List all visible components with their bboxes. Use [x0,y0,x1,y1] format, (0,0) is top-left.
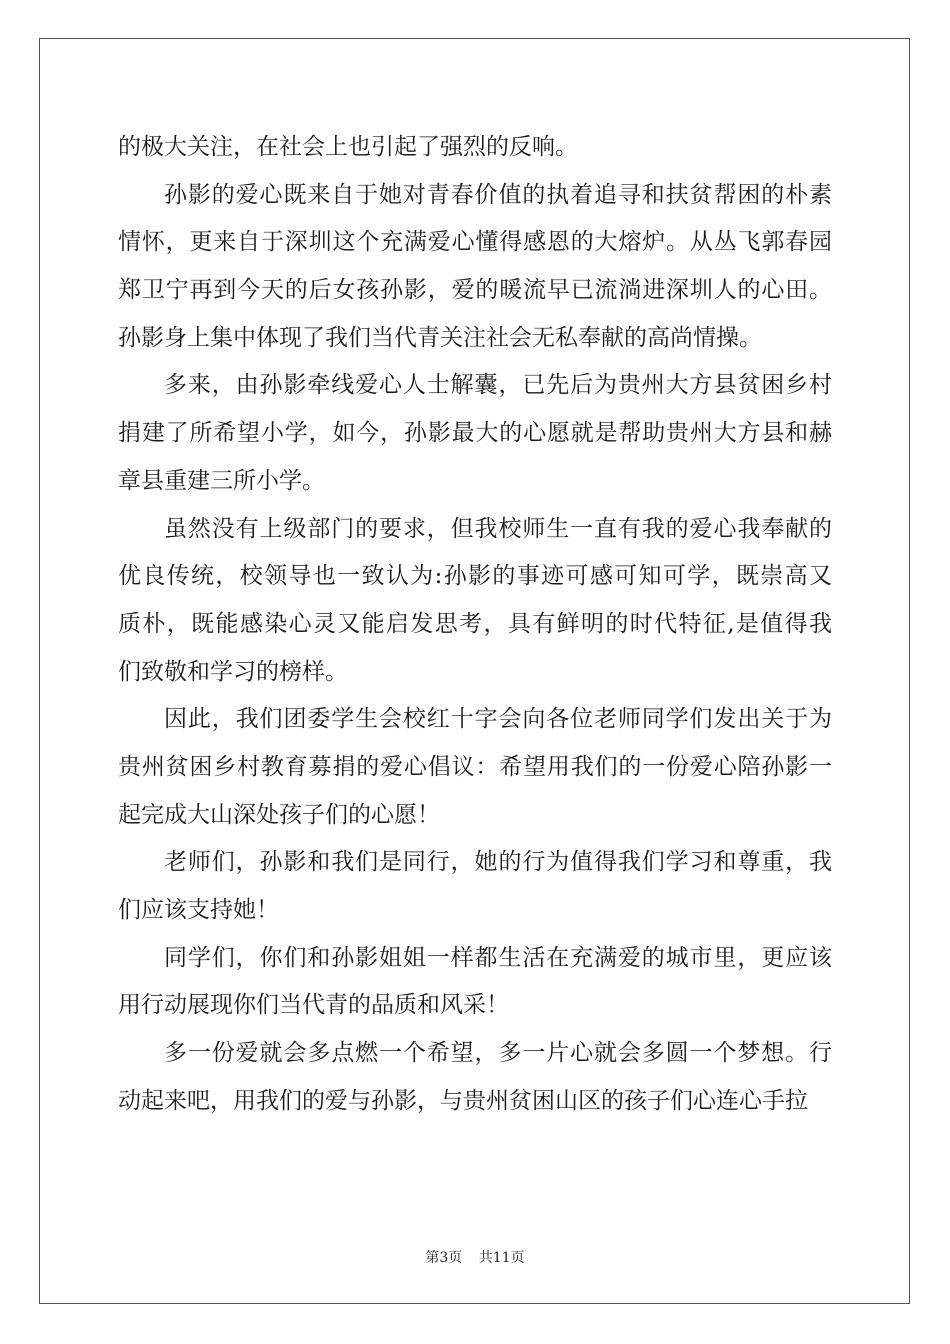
paragraph [118,506,832,697]
page-footer [0,1247,950,1267]
text-line: 同学们，你们和孙影姐姐一样都生活在充满爱的城市里，更应该 [164,944,832,971]
text-line: 因此，我们团委学生会校红十字会向各位老师同学们发出关于为 [164,706,832,733]
text-line: 动起来吧，用我们的爱与孙影，与贵州贫困山区的孩子们心连心手拉 [118,1087,808,1114]
text-line: 捐建了所希望小学，如今，孙影最大的心愿就是帮助贵州大方县和赫 [118,420,832,447]
text-line: 用行动展现你们当代青的品质和风采！ [118,992,509,1019]
text-line: 们致敬和学习的榜样。 [118,658,348,685]
text-line: 的极大关注，在社会上也引起了强烈的反响。 [118,134,578,160]
text-line: 情怀，更来自于深圳这个充满爱心懂得感恩的大熔炉。从丛飞郭春园 [118,229,832,256]
paragraph [118,935,832,1030]
text-line: 们应该支持她！ [118,897,279,923]
text-line: 优良传统，校领导也一致认为:孙影的事迹可感可知可学，既崇高又 [118,563,832,590]
paragraph [118,172,832,363]
text-line: 孙影的爱心既来自于她对青春价值的执着追寻和扶贫帮困的朴素 [164,181,832,208]
paragraph [118,696,832,839]
paragraph [118,124,832,172]
page-number: 第3页 [425,1250,463,1266]
paragraph [118,839,832,934]
text-line: 质朴，既能感染心灵又能启发思考，具有鲜明的时代特征,是值得我 [118,610,832,637]
text-line: 多一份爱就会多点燃一个希望，多一片心就会多圆一个梦想。行 [164,1040,832,1067]
text-line: 郑卫宁再到今天的后女孩孙影，爱的暖流早已流淌进深圳人的心田。 [118,277,832,304]
text-line: 贵州贫困乡村教育募捐的爱心倡议：希望用我们的一份爱心陪孙影一 [118,753,832,780]
text-line: 虽然没有上级部门的要求，但我校师生一直有我的爱心我奉献的 [164,515,832,542]
paragraph [118,1030,832,1125]
document-body [118,124,832,1125]
text-line: 多来，由孙影牵线爱心人士解囊，已先后为贵州大方县贫困乡村 [164,372,832,399]
text-line: 孙影身上集中体现了我们当代青关注社会无私奉献的高尚情操。 [118,324,762,351]
paragraph [118,362,832,505]
text-line: 老师们，孙影和我们是同行，她的行为值得我们学习和尊重，我 [164,849,832,876]
text-line: 章县重建三所小学。 [118,467,325,494]
text-line: 起完成大山深处孩子们的心愿！ [118,801,440,828]
page-total: 共11页 [478,1250,525,1266]
